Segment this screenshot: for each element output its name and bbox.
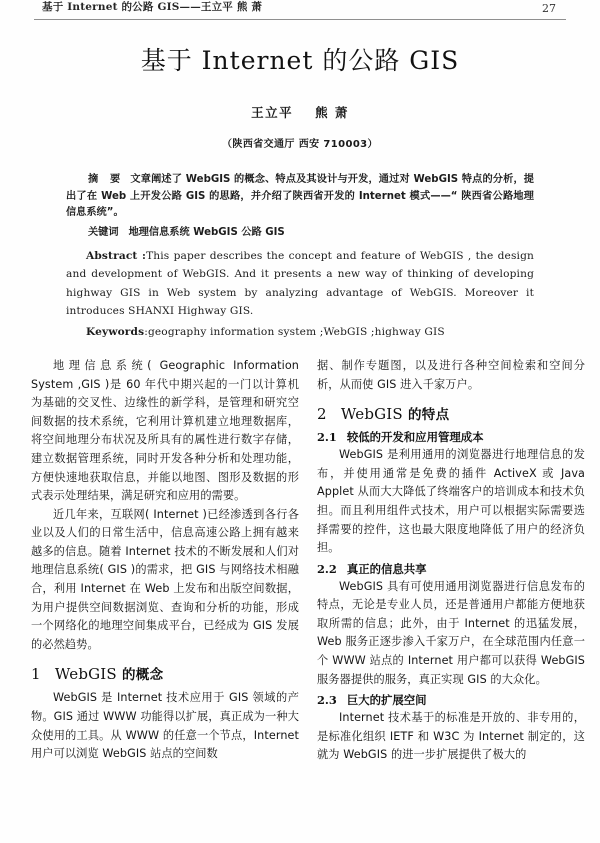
paragraph: WebGIS 是 Internet 技术应用于 GIS 领域的产物。GIS 通过 WWW 功能得以扩展，真正成为一种大众使用的工具。从 WWW 的任意一个节点，Internet 用户可以浏览 WebGIS 站点的空间数 [31,691,299,761]
subsection-number: 2.2 [317,561,337,576]
section-title-latin: WebGIS [54,665,117,684]
author-second: 熊 萧 [315,105,349,120]
affiliation: （陕西省交通厅 西安 710003） [222,139,378,150]
keywords-english [66,323,534,341]
subsection-heading-2-1 [317,429,585,445]
abstract-text-cn: 文章阐述了 WebGIS 的概念、特点及其设计与开发，通过对 WebGIS 特点的分析，提出了在 Web 上开发公路 GIS 的思路，并介绍了陕西省开发的 Internet 模式——“ 陕西省公路地理信息系统”。 [66,174,534,219]
page-number: 27 [542,2,556,15]
abstract-chinese [66,172,534,222]
section-title-cn: 的概念 [121,667,164,684]
title-block [28,20,572,150]
keywords-text-cn: 地理信息系统 WebGIS 公路 GIS [128,226,285,238]
abstract-text-en: This paper describes the concept and feature of WebGIS , the design and development of WebGIS. And it presents a new way of thinking of developing highway GIS in Web system by analyzing advantage of WebGIS. Moreover it introduces SHANXI Highway GIS. [66,250,534,317]
running-head [28,0,572,16]
keywords-label-en: Keywords [86,325,145,338]
section-title-latin: WebGIS [340,405,403,424]
right-column [317,357,585,765]
section-number: 1 [31,665,41,684]
keywords-label-cn: 关键词 [88,226,119,238]
paragraph: 近几年来，互联网( Internet )已经渗透到各行各业以及人们的日常生活中，信息高速公路上拥有越来越多的信息。随着 Internet 技术的不断发展和人们对地理信息系统( GIS )的需求，把 GIS 与网络技术相融合，利用 Internet 在 Web 上发布和出版空间数据，为用户提供空间数据浏览、查询和分析的功能，形成一个网络化的地理空间集成平台，已经成为 GIS 发展的必然趋势。 [31,507,299,651]
author-list [28,103,572,121]
body-columns [28,357,585,765]
keywords-chinese [66,225,534,242]
subsection-title: 真正的信息共享 [346,561,427,576]
paragraph: Internet 技术基于的标准是开放的、非专用的，是标准化组织 IETF 和 W3C 为 Internet 制定的，这就为 WebGIS 的进一步扩展提供了极大的 [317,711,585,762]
page-title: 基于 Internet 的公路 GIS [140,46,460,75]
paragraph-continuation: 据、制作专题图，以及进行各种空间检索和空间分析，从而使 GIS 进入千家万户。 [317,358,585,391]
section-heading-1 [31,663,299,683]
left-column [31,357,299,765]
section-number: 2 [317,405,327,424]
abstract-english [66,247,534,320]
paragraph: 地理信息系统( Geographic Information System ,GIS )是 60 年代中期兴起的一门以计算机为基础的交叉性、边缘性的新学科，是管理和研究空间数据的技术系统，它利用计算机建立地理数据库，将空间地理分布状况及所具有的属性进行数字存储，建立数据管理系统，同时开发各种分析和处理功能，方便快速地获取信息，并能以地图、图形及数据的形式表示处理结果，满足研究和应用的需要。 [31,358,299,503]
paragraph: WebGIS 是利用通用的浏览器进行地理信息的发布，并使用通常是免费的插件 ActiveX 或 Java Applet 从而大大降低了终端客户的培训成本和技术负担。而且利用组件式技术，用户可以根据实际需要选择需要的控件，这也最大限度地降低了用户的经济负担。 [317,448,585,555]
subsection-title: 较低的开发和应用管理成本 [346,430,484,445]
subsection-heading-2-2 [317,561,585,577]
subsection-number: 2.3 [317,693,337,708]
abstract-block [66,172,534,341]
paragraph: WebGIS 具有可使用通用浏览器进行信息发布的特点，无论是专业人员，还是普通用户都能方便地获取所需的信息；此外，由于 Internet 的迅猛发展，Web 服务正逐步渗入千家万户，在全球范围内任意一个 WWW 站点的 Internet 用户都可以获得 WebGIS 服务器提供的服务，真正实现 GIS 的大众化。 [317,579,585,686]
abstract-label-cn: 摘 要 [88,174,125,185]
abstract-label-en: Abstract : [86,250,147,263]
author-first: 王立平 [251,105,294,120]
section-title-cn: 的特点 [407,407,450,424]
subsection-heading-2-3 [317,692,585,708]
subsection-title: 巨大的扩展空间 [346,693,427,708]
section-heading-2 [317,403,585,423]
running-head-title: 基于 Internet 的公路 GIS——王立平 熊 萧 [42,1,263,13]
subsection-number: 2.1 [317,430,337,445]
keywords-text-en: :geography information system ;WebGIS ;highway GIS [144,325,445,338]
